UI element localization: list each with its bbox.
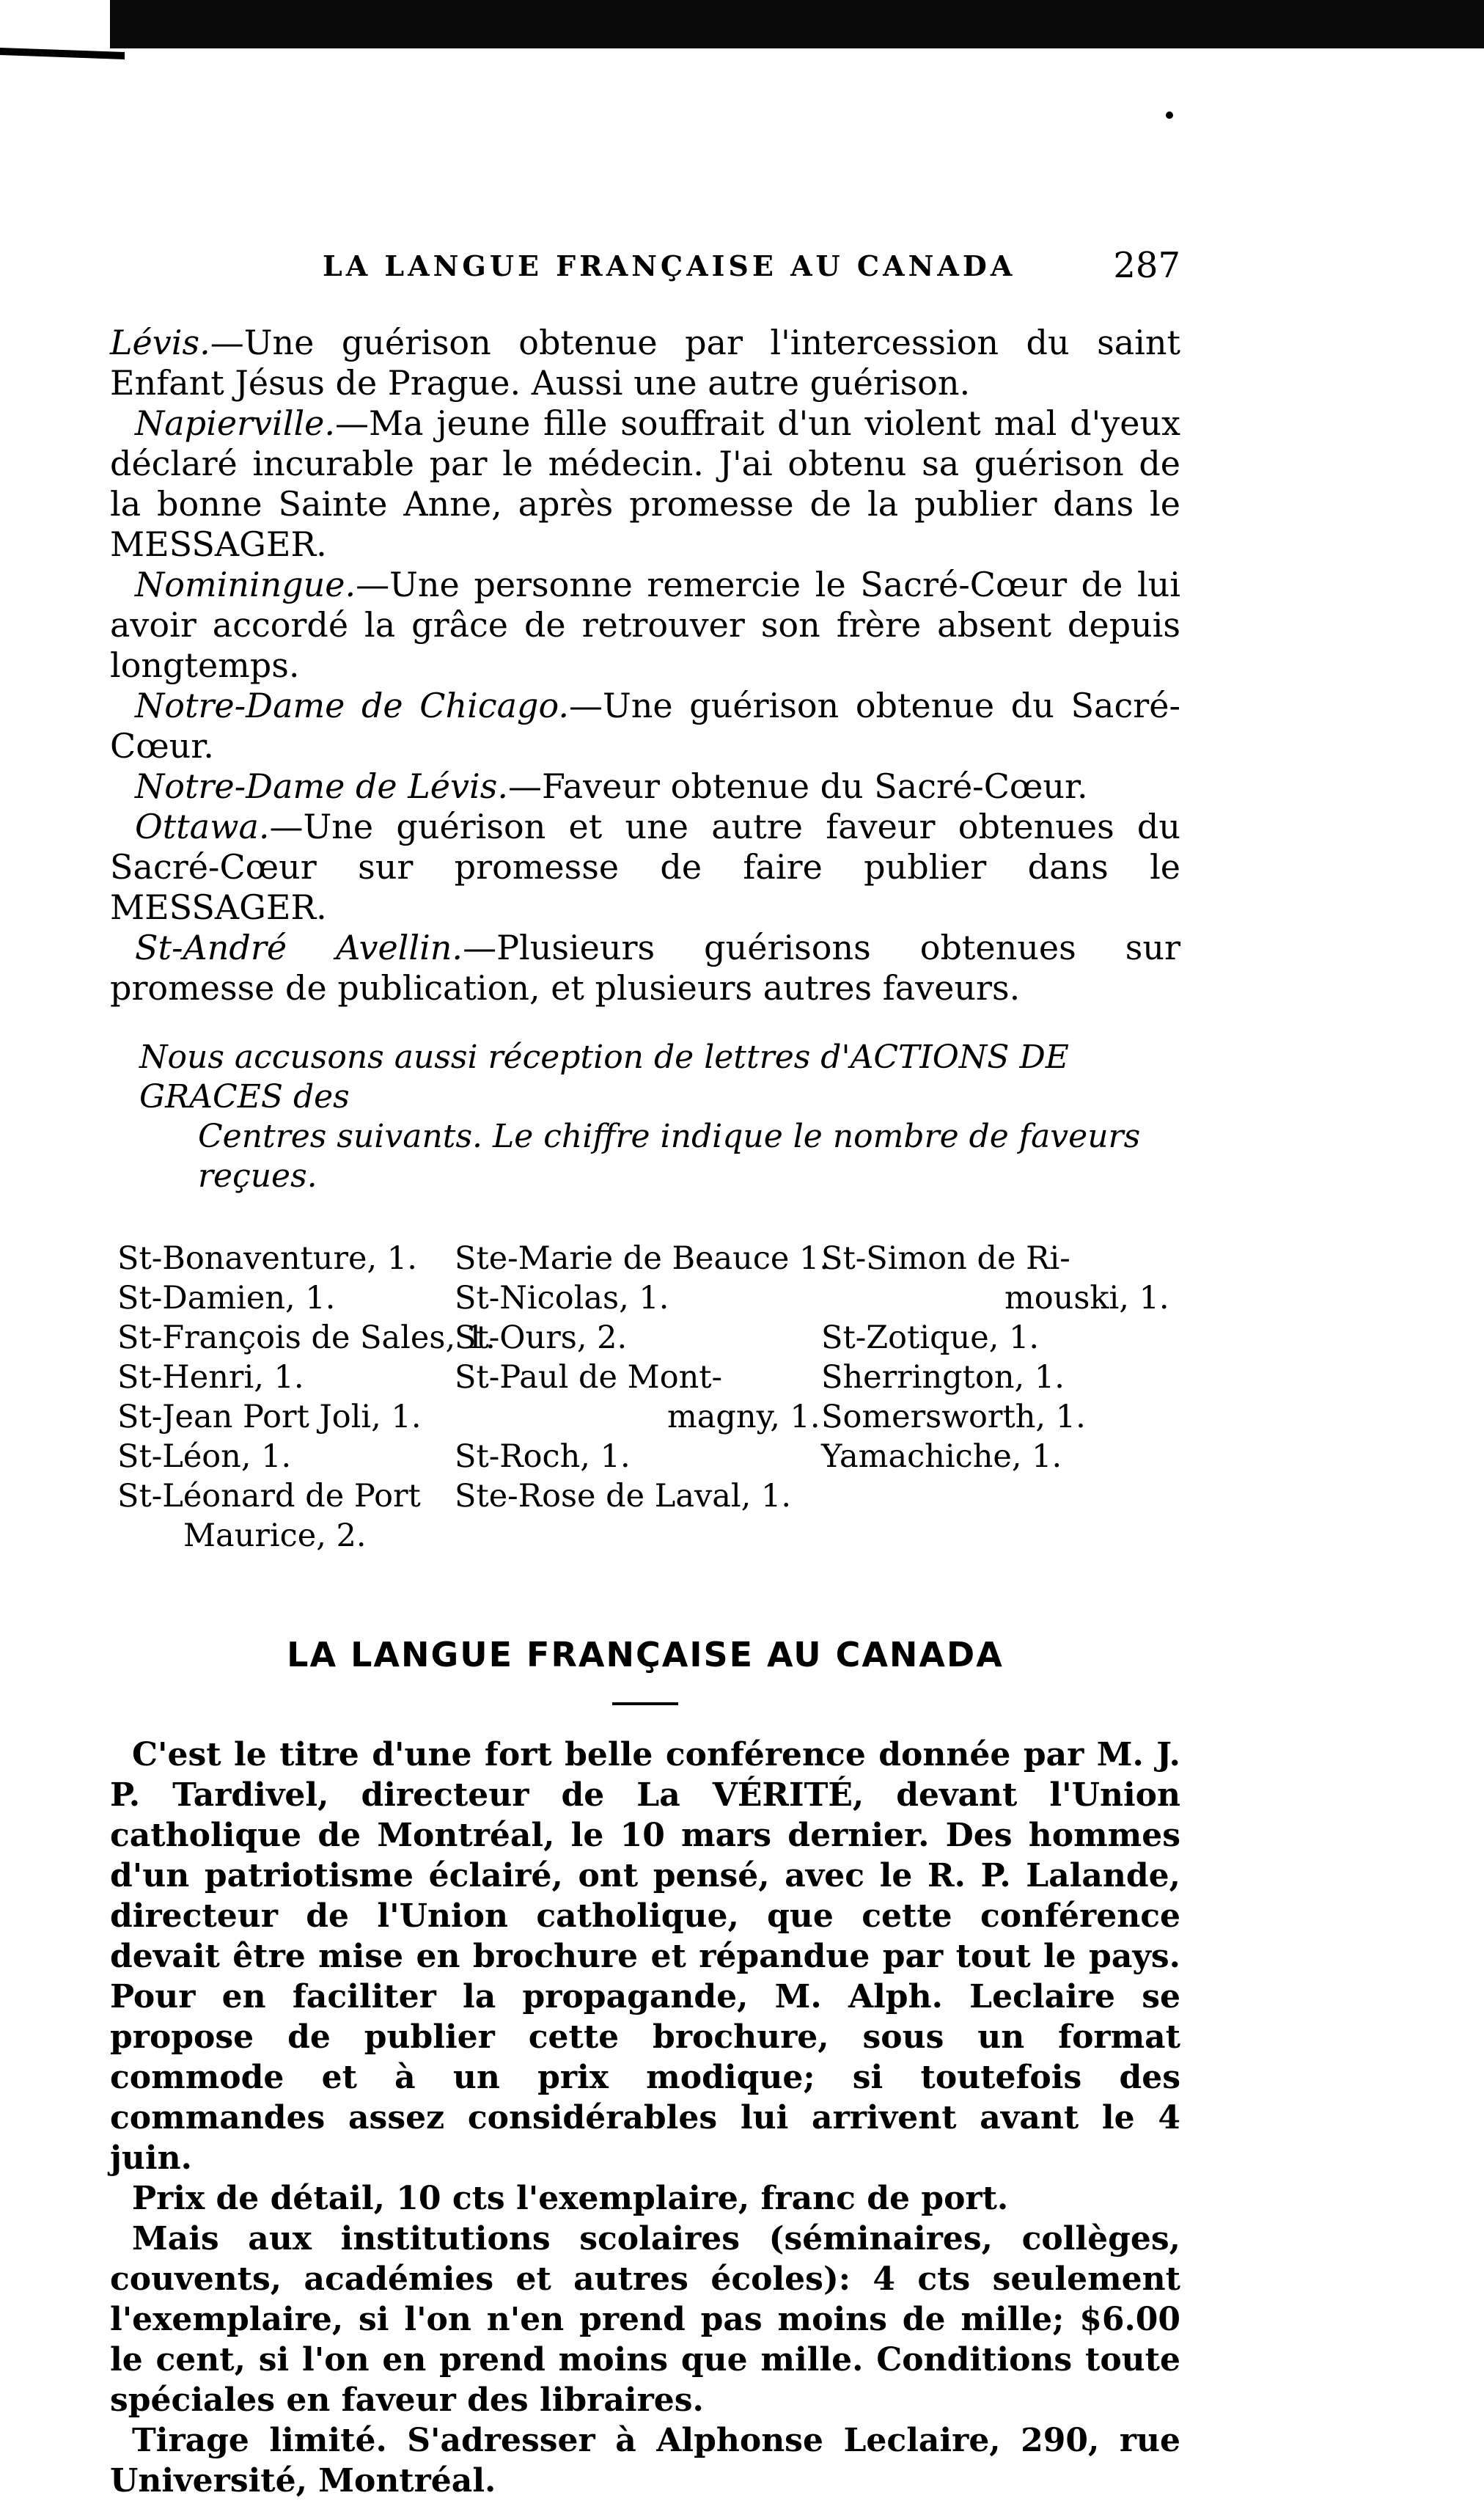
favour-item: Somersworth, 1. [821, 1399, 1086, 1435]
entry-text: —Une personne remercie le Sacré-Cœur de lui avoir accordé la grâce de retrouver son frère absent depuis longtemps. [110, 565, 1180, 685]
favour-item: St-Simon de Ri- [821, 1240, 1070, 1277]
entry [110, 565, 1180, 686]
entry-text: —Une guérison obtenue du Sacré-Cœur. [110, 686, 1180, 766]
favour-item-continuation: Maurice, 2. [183, 1517, 367, 1554]
article-paragraph: Mais aux institutions scolaires (séminaires, collèges, couvents, académies et autres écoles): 4 cts seulement l'exemplaire, si l'on n'en prend pas moins de mille; $6.00 le cent, si l'on en prend moins que mille. Conditions toute spéciales en faveur des libraires. [110, 2220, 1180, 2419]
favour-item: St-François de Sales, 1. [117, 1319, 496, 1356]
page-number: 287 [1113, 245, 1180, 286]
favour-item: St-Paul de Mont- [455, 1359, 723, 1396]
entry [110, 323, 1180, 403]
heading-rule [612, 1702, 678, 1705]
notice-line-1: Nous accusons aussi réception de lettres d'ACTIONS DE GRACES des [139, 1039, 1069, 1116]
entry-place: St-André Avellin. [135, 928, 463, 967]
article-body [110, 1735, 1180, 2501]
entry [110, 928, 1180, 1008]
favour-item: Ste-Rose de Laval, 1. [455, 1478, 792, 1515]
favour-item: St-Roch, 1. [455, 1438, 631, 1475]
running-header [110, 235, 1180, 293]
scan-speck [1166, 111, 1173, 119]
article-paragraph: Tirage limité. S'adresser à Alphonse Leclaire, 290, rue Université, Montréal. [110, 2422, 1180, 2500]
entry-text: —Plusieurs guérisons obtenues sur promesse de publication, et plusieurs autres faveurs. [110, 928, 1180, 1008]
favour-item: Sherrington, 1. [821, 1359, 1065, 1396]
article-paragraph: Prix de détail, 10 cts l'exemplaire, franc de port. [132, 2180, 1009, 2217]
running-title: LA LANGUE FRANÇAISE AU CANADA [323, 249, 1016, 282]
favour-item: St-Zotique, 1. [821, 1319, 1040, 1356]
favour-item: St-Léonard de Port [117, 1478, 421, 1515]
favour-item-continuation: mouski, 1. [1004, 1280, 1169, 1317]
entry [110, 807, 1180, 928]
favours-column-1 [117, 1239, 496, 1556]
entry [110, 686, 1180, 766]
favours-column-3 [821, 1239, 1169, 1476]
thanksgiving-entries [110, 323, 1180, 1008]
favour-item-continuation: magny, 1. [667, 1399, 820, 1435]
page [110, 235, 1180, 2501]
favour-item: St-Jean Port Joli, 1. [117, 1399, 422, 1435]
entry-text: —Ma jeune fille souffrait d'un violent mal d'yeux déclaré incurable par le médecin. J'ai obtenu sa guérison de la bonne Sainte Anne, après promesse de la publier dans le MESSAGER. [110, 403, 1180, 564]
favours-table [110, 1239, 1180, 1554]
favours-column-2 [455, 1239, 829, 1516]
entry-place: Lévis. [110, 323, 210, 362]
favour-item: Ste-Marie de Beauce 1. [455, 1240, 830, 1277]
scan-corner-mark [0, 48, 125, 59]
favour-item: St-Damien, 1. [117, 1280, 336, 1317]
article-heading: LA LANGUE FRANÇAISE AU CANADA [287, 1635, 1004, 1674]
favour-item: St-Henri, 1. [117, 1359, 304, 1396]
entry [110, 766, 1180, 807]
favour-item: St-Léon, 1. [117, 1438, 292, 1475]
article-paragraph: C'est le titre d'une fort belle conférence donnée par M. J. P. Tardivel, directeur de La VÉRITÉ, devant l'Union catholique de Montréal, le 10 mars dernier. Des hommes d'un patriotisme éclairé, ont pensé, avec le R. P. Lalande, directeur de l'Union catholique, que cette conférence devait être mise en brochure et répandue par tout le pays. Pour en faciliter la propagande, M. Alph. Leclaire se propose de publier cette brochure, sous un format commode et à un prix modique; si toutefois des commandes assez considérables lui arrivent avant le 4 juin. [110, 1736, 1180, 2177]
entry [110, 403, 1180, 565]
entry-place: Ottawa. [135, 807, 270, 846]
acknowledgement-notice [110, 1038, 1180, 1196]
entry-place: Napierville. [135, 403, 336, 443]
favour-item: St-Ours, 2. [455, 1319, 628, 1356]
entry-place: Notre-Dame de Lévis. [135, 766, 508, 806]
notice-line-2: Centres suivants. Le chiffre indique le nombre de faveurs reçues. [198, 1118, 1141, 1195]
favour-item: St-Nicolas, 1. [455, 1280, 669, 1317]
entry-text: —Une guérison obtenue par l'intercession du saint Enfant Jésus de Prague. Aussi une autre guérison. [110, 323, 1180, 403]
entry-text: —Faveur obtenue du Sacré-Cœur. [507, 766, 1088, 806]
favour-item: St-Bonaventure, 1. [117, 1240, 417, 1277]
entry-text: —Une guérison et une autre faveur obtenues du Sacré-Cœur sur promesse de faire publier dans le MESSAGER. [110, 807, 1180, 927]
favour-item: Yamachiche, 1. [821, 1438, 1062, 1475]
entry-place: Notre-Dame de Chicago. [135, 686, 569, 725]
scan-top-edge [110, 0, 1484, 48]
entry-place: Nominingue. [135, 565, 356, 604]
